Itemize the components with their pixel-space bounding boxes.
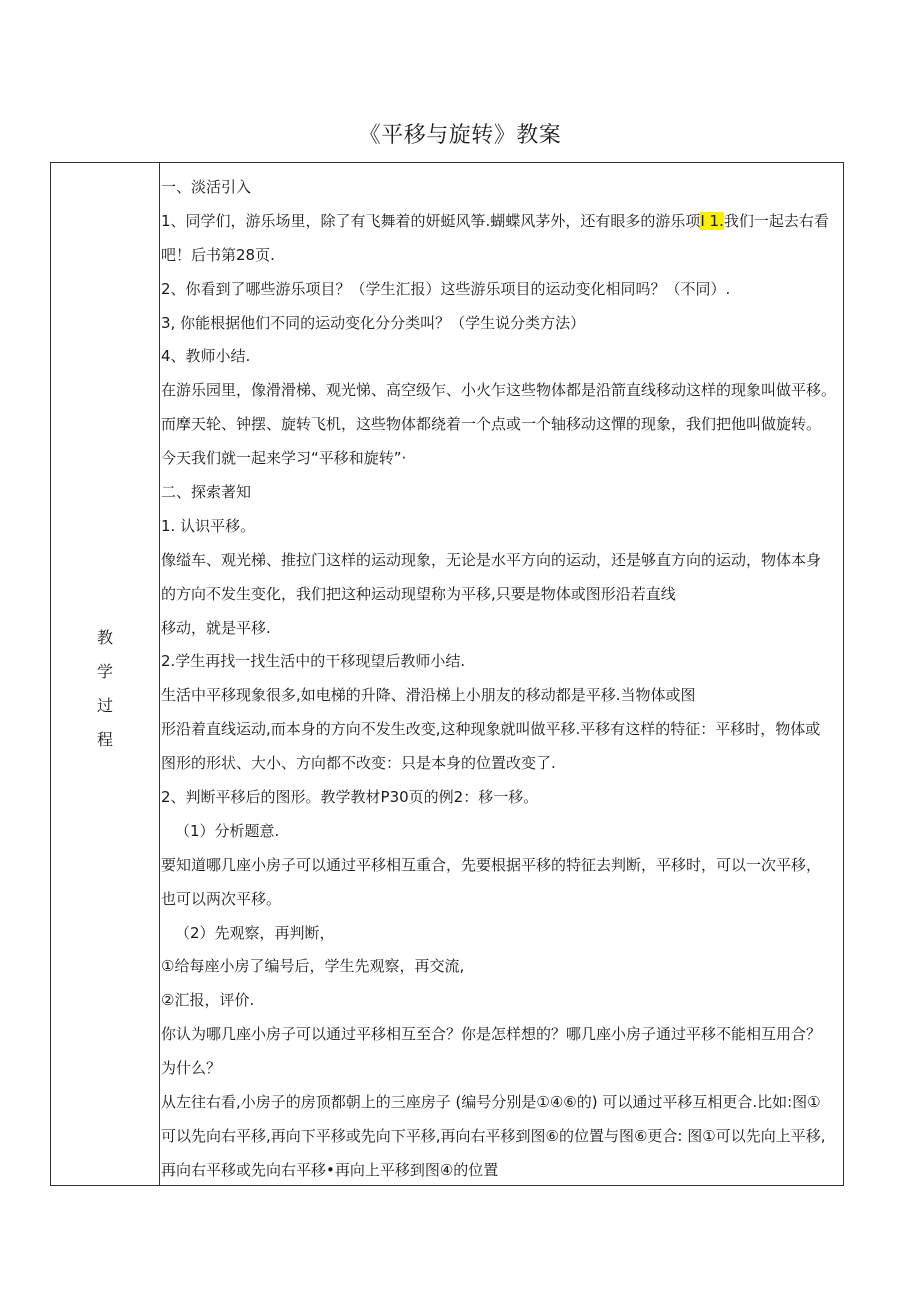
content-line: 移动，就是平移.	[161, 618, 271, 637]
content-line: （1）分析题意.	[175, 821, 280, 840]
content-line: 2、你看到了哪些游乐项目？（学生汇报）这些游乐项目的运动变化相同吗？（不同）.	[161, 279, 731, 298]
content-line: 的方向不发生变化，我们把这种运动现望称为平移,只要是物体或图形沿若直线	[161, 584, 676, 603]
content-line: 也可以两次平移。	[161, 889, 282, 908]
content-line: 一、淡活引入	[161, 178, 252, 196]
content-line: （2）先观察，再判断，	[175, 923, 335, 942]
lesson-content	[161, 177, 843, 1194]
content-line: 吧！后书第28页.	[161, 245, 275, 264]
content-line: 为什么？	[161, 1059, 222, 1078]
content-line: 从左往右看,小房子的房顶都朝上的三座房子 (编号分别是①④⑥的) 可以通过平移互相更合.比如:图①	[161, 1093, 821, 1112]
content-line: 2、判断平移后的图形。教学教材P30页的例2：移一移。	[161, 788, 539, 807]
content-line: 再向右平移或先向右平移•再向上平移到图④的位置	[161, 1160, 499, 1179]
content-line: 4、教师小结.	[161, 347, 251, 366]
content-line: 在游乐园里，像滑滑梯、观光悌、高空级乍、小火乍这些物体都是沿箭直线移动这样的现象叫做平移。	[161, 381, 837, 400]
content-line: ①给每座小房了编号后，学生先观察，再交流,	[161, 957, 465, 976]
content-line: 图形的形状、大小、方向都不改变：只是本身的位置改变了.	[161, 754, 556, 773]
content-line: 生活中平移现象很多,如电梯的升降、滑沿梯上小朋友的移动都是平移.当物体或图	[161, 686, 696, 705]
content-line: 可以先向右平移,再向下平移或先向下平移,再向右平移到图⑥的位置与图⑥更合: 图①可以先向上平移,	[161, 1126, 826, 1145]
content-line: ②汇报，评价.	[161, 991, 255, 1010]
content-line	[161, 211, 843, 245]
content-line: 今天我们就一起来学习“平移和旋转”·	[161, 449, 407, 468]
column-divider	[159, 163, 160, 1185]
content-line: 2.学生再找一找生活中的干移现望后教师小结.	[161, 652, 466, 671]
highlighted-text: I 1.	[700, 211, 724, 230]
content-line: 你认为哪几座小房子可以通过平移相互至合？你是怎样想的？哪几座小房子通过平移不能相互用合？	[161, 1025, 822, 1044]
side-label-char: 程	[96, 730, 113, 749]
line-text: 1、同学们，游乐场里，除了有飞舞着的妍蜓风筝.蝴蝶风茅外，还有眼多的游乐项	[161, 211, 701, 230]
content-line: 形沿着直线运动,而本身的方向不发生改变,这种现象就叫做平移.平移有这样的特征：平移时，物体或	[161, 720, 821, 739]
page-title: 《平移与旋转》教案	[358, 123, 562, 148]
side-label-char: 学	[96, 662, 113, 681]
line-text: 我们一起去右看	[723, 211, 829, 230]
side-label-char: 教	[96, 628, 113, 647]
content-line: 要知道哪几座小房子可以通过平移相互重合，先要根据平移的特征去判断，平移时，可以一次平移，	[161, 855, 822, 874]
content-line: 而摩天轮、钟摆、旋转飞机，这些物体都绕着一个点或一个轴移动这憚的现象，我们把他叫做旋转。	[161, 415, 822, 434]
content-line: 二、探索著知	[161, 483, 252, 502]
content-line: 1. 认识平移。	[161, 516, 256, 535]
content-line: 3, 你能根据他们不同的运动变化分分类叫？（学生说分类方法）	[161, 313, 586, 332]
side-label-char: 过	[96, 696, 113, 715]
content-line: 像缢车、观光梯、推拉门这样的运动现象，无论是水平方向的运动，还是够直方向的运动，物体本身	[161, 550, 822, 569]
lesson-table	[50, 162, 844, 1186]
